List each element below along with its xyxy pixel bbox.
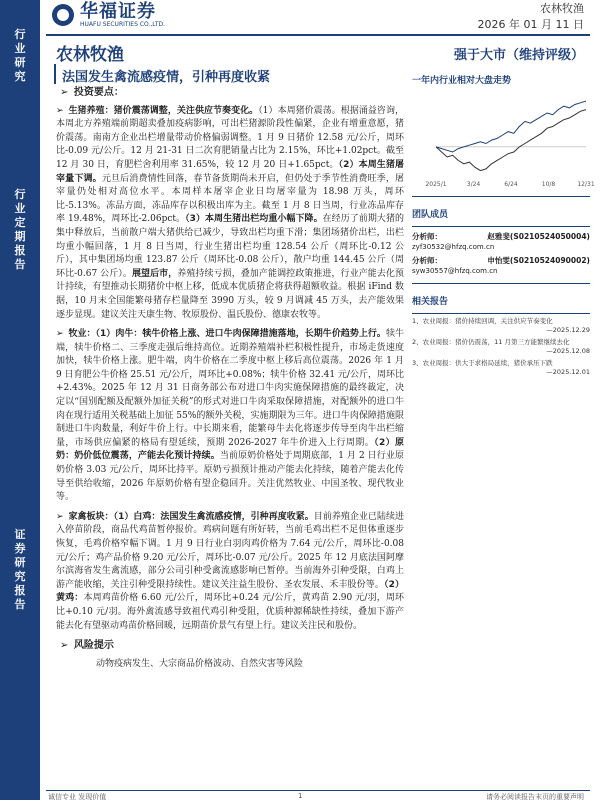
vertical-char: 定 [14,216,26,229]
pig-text-3: 在经历了前期大猪的集中释放后，当前散户端大猪供给已减少，导致出栏均重下滑；集团场猪价出栏，出栏均重小幅回落，1 月 8 日当周，行业生猪出栏均重 128.54 公斤（周环比-0.12 公斤），其中集团场均重 123.87 公斤（周环比-0.08 公斤），散户均重 144.45 公斤（周环比-0.67 公斤）。 [56,214,404,279]
side-divider [412,283,590,284]
vertical-char: 究 [14,570,26,583]
related-report-item[interactable]: 3、农业周报：供大于求格局延续，猪价承压下跌 —2025.12.01 [412,359,590,376]
x-tick-label: 10/8 [541,181,556,188]
x-tick-label: 2025/1 [425,181,447,188]
series-line-0 [436,101,586,152]
vertical-char: 证 [14,528,26,541]
related-reports [412,317,590,377]
arrow-icon: ➢ [56,105,64,116]
side-divider [412,226,590,227]
vertical-char: 研 [14,56,26,69]
brand-name-en: HUAFU SECURITIES CO.,LTD. [80,20,166,28]
analyst-name: 申怡雯(S0210524090002) [487,256,590,265]
analyst-email[interactable]: zyf30532@hfzq.com.cn [412,243,495,251]
poultry-section [56,511,404,633]
pig-bold-2: （2）本周生猪屠宰量下调。 [56,159,404,184]
side-divider [412,196,590,197]
page-number: 1 [298,792,303,800]
poultry-title: 家禽板块：（1）白鸡：法国发生禽流感疫情，引种再度收紧。 [68,511,314,522]
poultry-bold-2: （2）黄鸡： [56,579,404,604]
vertical-char: 期 [14,230,26,243]
vertical-char: 研 [14,556,26,569]
vertical-label-bottom [0,528,40,612]
main-content [56,86,404,671]
analyst-entry [412,231,590,253]
poultry-text-1: 目前养殖企业已陆续进入停苗阶段，商品代鸡苗暂停报价。鸡病问题有所好转，当前毛鸡出栏不足但体重逐步恢复，毛鸡价格窄幅下调。1 月 9 日行业白羽肉鸡价格为 7.64 元/公斤，周环比-0.08 元/公斤；鸡产品价格 9.20 元/公斤，周环比-0.07 元/公斤。2025 年 12 月底法国阿摩尔滨海省发生禽流感，部分公司引种受禽流感影响已暂停。当前海外引种受限，白鸡上游产能收缩，关注引种受限持续性。建议关注益生股份、圣农发展、禾丰股份等。 [56,511,404,590]
header-industry: 农林牧渔 [540,2,584,15]
x-tick-label: 12/31 [577,181,595,188]
cattle-bold-2: （2）原奶：奶价低位震荡，产能去化预计持续。 [56,437,405,462]
vertical-char: 报 [14,584,26,597]
related-title: 相关报告 [412,297,449,307]
headline-accent [54,64,56,84]
related-report-item[interactable]: 2、农业周报：猪价仍震荡，11 月第三方能繁继续去化 —2025.12.08 [412,338,590,355]
report-headline: 法国发生禽流感疫情，引种再度收紧 [62,70,271,85]
analyst-role: 分析师： [412,232,442,241]
x-tick-label: 6/24 [504,181,518,188]
pig-text-2: 元旦后消费情性回落，春节备货期尚未开启，但仍处于季节性消费旺季，屠宰量仍处相对高位水平。本周样本屠宰企业日均屠宰量为 18.98 万头，周环比-5.13%。冻品方面，冻品库存以积极出库为主。截至 1 月 8 日当周，行业冻品库存率 19.48%，周环比-2.06pct。 [56,173,404,225]
vertical-char: 报 [14,244,26,257]
vertical-char: 业 [14,42,26,55]
vertical-char: 行 [14,28,26,41]
vertical-char: 究 [14,70,26,83]
arrow-icon: ➢ [56,511,64,522]
brand-logo [52,2,165,28]
vertical-char: 告 [14,598,26,611]
vertical-char: 业 [14,202,26,215]
vertical-label-mid [0,188,40,272]
arrow-icon: ➢ [56,329,64,340]
left-sidebar [0,0,40,800]
brand-name-cn: 华福证券 [80,0,156,22]
cattle-title: 牧业：（1）肉牛：犊牛价格上涨、进口牛肉保障措施落地，长期牛价趋势上行。 [68,329,386,340]
footer-disclaimer: 请务必阅读报告末页的重要声明 [486,793,584,801]
pig-text-1: （1）本周猪价震荡。根据涌益咨询，本周北方养殖端前期超卖叠加疫病影响，可出栏猪源阶段性偏紧，企业有增重意愿，猪价震荡。南南方企业出栏增量带动价格偏弱调整。1 月 9 日猪价 12.58 元/公斤，周环比-0.09 元/公斤。12 月 21-31 日二次育肥销量占比为 2.15%，环比+1.02pct。截至 12 月 30 日，育肥栏舍利用率 31.65%，较 12 月 20 日+1.65pct。 [56,105,404,170]
chart-svg [412,90,595,190]
pig-section [56,105,404,323]
report-industry-title: 农林牧渔 [56,45,124,65]
pig-bold-4: 展望后市， [131,268,178,279]
analyst-entry [412,255,590,277]
vertical-label-top [0,28,40,84]
arrow-icon: ➢ [60,640,69,652]
series-line-1 [436,110,586,171]
related-report-item[interactable]: 1、农业周报：猪价持续回调，关注供应节奏变化 —2025.12.29 [412,317,590,334]
logo-icon [52,4,74,26]
key-points-heading: ➢ 投资要点： [60,87,124,98]
pig-title: 生猪养殖：猪价震荡调整，关注供应节奏变化。 [68,105,259,116]
x-tick-label: 3/24 [466,181,481,188]
vertical-char: 行 [14,188,26,201]
vertical-char: 券 [14,542,26,555]
footer-slogan: 诚信专业 发现价值 [48,793,107,801]
poultry-text-2: 本周鸡苗价格 6.60 元/公斤，周环比+0.24 元/公斤，黄鸡苗 2.90 元/羽，周环比+0.10 元/羽。海外禽流感导致祖代鸡引种受阻，优质种源稀缺性持续，叠加下游产能去化有望驱动鸡苗价格回暖，远期苗价景气有望上行。建议关注民和股份。 [56,593,404,631]
analyst-name: 赵雅斐(S0210524050004) [487,232,590,241]
chart-title: 一年内行业相对大盘走势 [412,76,512,86]
risk-text: 动物疫病发生、大宗商品价格波动、自然灾害等风险 [96,658,304,669]
arrow-icon: ➢ [60,87,69,98]
cattle-text-2: 当前原奶价格处于周期底部，1 月 2 日行业原奶价格 3.03 元/公斤，周环比持平。原奶亏损预计推动产能去化持续，随着产能去化传导至供给收缩，2026 年原奶价格有望企稳回升。关注优然牧业、中国圣牧、现代牧业等。 [56,451,404,503]
relative-performance-chart [412,90,595,190]
header-divider [46,34,590,36]
analyst-role: 分析师： [412,256,442,265]
vertical-char: 告 [14,258,26,271]
cattle-text-1: 犊牛端，犊牛价格二、三季度走强后维持高位。近期养殖端补栏积极性提升，市场走货速度加快，犊牛价格上涨。肥牛端，肉牛价格在二季度中枢上移后高位震荡。2026 年 1 月 9 日育肥公牛价格 25.51 元/公斤，周环比+0.08%；犊牛价格 32.41 元/公斤，周环比+2.43%。2025 年 12 月 31 日商务部公布对进口牛肉实施保障措施的最终裁定，决定以“国别配额及配额外加征关税”的形式对进口牛肉采取保障措施，对配额外的进口牛肉在现行适用关税基础上加征 55%的额外关税，实施期限为三年。进口牛肉保障措施限制进口牛肉数量，利好牛价上行。中长期来看，能繁母牛去化将逐步传导至肉牛出栏缩量，市场供应偏紧的格局有望延续，预期 2026-2027 年牛价进入上行周期。 [56,329,404,448]
header-date: 2026 年 01 月 11 日 [477,18,584,31]
pig-bold-3: （3）本周生猪出栏均重小幅下降。 [185,214,323,225]
cattle-section [56,328,404,505]
industry-rating: 强于大市（维持评级） [453,48,584,63]
analyst-email[interactable]: syw30557@hfzq.com.cn [412,267,498,275]
pig-text-4: 养殖持续亏损，叠加产能调控政策推进，行业产能去化预计持续，有望推动长期猪价中枢上移，低成本优质猪企将获得超额收益。根据 iFind 数据，10 月末全国能繁母猪存栏量降至 3990 万头，较 9 月调减 45 万头，去产能效果逐步显现。建议关注天康生物、牧原股份、温氏股份、德康农牧等。 [56,268,404,320]
side-panel [412,38,595,377]
footer-divider [46,790,590,791]
risk-heading: ➢ 风险提示 [60,640,114,652]
side-divider [412,313,590,314]
analyst-list [412,231,590,277]
team-title: 团队成员 [412,210,449,220]
